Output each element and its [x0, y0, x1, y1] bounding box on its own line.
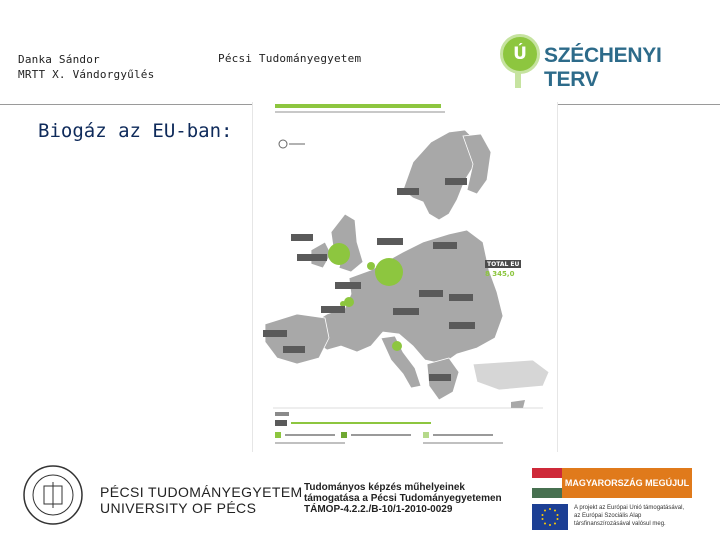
legend-heading-bar [275, 412, 289, 416]
romania-label-tag [449, 294, 473, 301]
program-line-2: támogatása a Pécsi Tudományegyetemen [304, 493, 502, 504]
legend-swatch-3 [423, 432, 429, 438]
sweden-label-tag [397, 188, 419, 195]
finland-label-tag [445, 178, 467, 185]
map-header-bar [275, 104, 441, 108]
turkey-region [473, 360, 549, 390]
iberia-region [265, 314, 329, 364]
pte-name-hu: PÉCSI TUDOMÁNYEGYETEM [100, 484, 303, 500]
eu-support-text: A projekt az Európai Unió támogatásával, az Európai Szociális Alap társfinanszírozásával valósul meg. [574, 505, 685, 527]
szechenyi-terv-logo [500, 34, 700, 92]
greece-label-tag [429, 374, 451, 381]
legend-text-2 [351, 434, 411, 436]
eu-biogas-map [252, 102, 558, 452]
austria-label-tag [393, 308, 419, 315]
portugal-label-tag [263, 330, 287, 337]
uk-biogas-circle [328, 243, 350, 265]
czech-label-tag [419, 290, 443, 297]
eu-flag-icon [532, 504, 568, 530]
program-info [304, 482, 502, 515]
poland-label-tag [433, 242, 457, 249]
hungarian-flag-icon [532, 468, 562, 498]
ireland-label-tag [291, 234, 313, 241]
slide-title: Biogáz az EU-ban: [38, 120, 233, 142]
pte-logo-text [100, 484, 303, 516]
university-name: Pécsi Tudományegyetem [218, 52, 362, 65]
logo-bubble-icon: Ú [500, 34, 540, 74]
mm-banner-text: MAGYARORSZÁG MEGÚJUL [562, 468, 692, 498]
legend-footnote-2 [423, 442, 503, 444]
cyprus-region [511, 400, 525, 408]
legend-text-3 [433, 434, 493, 436]
italy-biogas-circle [392, 341, 402, 351]
pte-name-en: UNIVERSITY OF PÉCS [100, 500, 257, 516]
legend-swatch-2 [341, 432, 347, 438]
total-eu-value: 8 345,0 [485, 270, 515, 278]
legend-footnote-1 [275, 442, 345, 444]
slide-header [0, 0, 720, 105]
logo-stem [515, 72, 521, 88]
magyarorszag-megujul-logo [532, 468, 692, 498]
spain-label-tag [283, 346, 305, 353]
total-eu-label: TOTAL EU [487, 261, 520, 268]
event-name: MRTT X. Vándorgyűlés [18, 68, 155, 81]
belgium-label-tag [335, 282, 361, 289]
program-line-3: TÁMOP-4.2.2./B-10/1-2010-0029 [304, 504, 453, 515]
author-name: Danka Sándor [18, 53, 100, 66]
europe-map-graphic [253, 102, 557, 452]
legend-text-1 [285, 434, 335, 436]
uk-label-tag [297, 254, 327, 261]
denmark-label-tag [377, 238, 403, 245]
legend-tag-text [291, 422, 431, 424]
program-line-1: Tudományos képzés műhelyeinek [304, 482, 465, 493]
author-block [18, 52, 154, 82]
bulgaria-label-tag [449, 322, 475, 329]
germany-biogas-circle [375, 258, 403, 286]
netherlands-biogas-circle [367, 262, 375, 270]
legend-tag-swatch [275, 420, 287, 426]
compass-icon [279, 140, 287, 148]
university-seal-icon [22, 464, 84, 526]
eu-support-logo [532, 504, 692, 532]
logo-brand-text: SZÉCHENYI TERV [544, 44, 662, 91]
france-label-tag [321, 306, 345, 313]
legend-swatch-1 [275, 432, 281, 438]
slide-footer [0, 456, 720, 540]
map-subtitle-bar [275, 111, 445, 113]
